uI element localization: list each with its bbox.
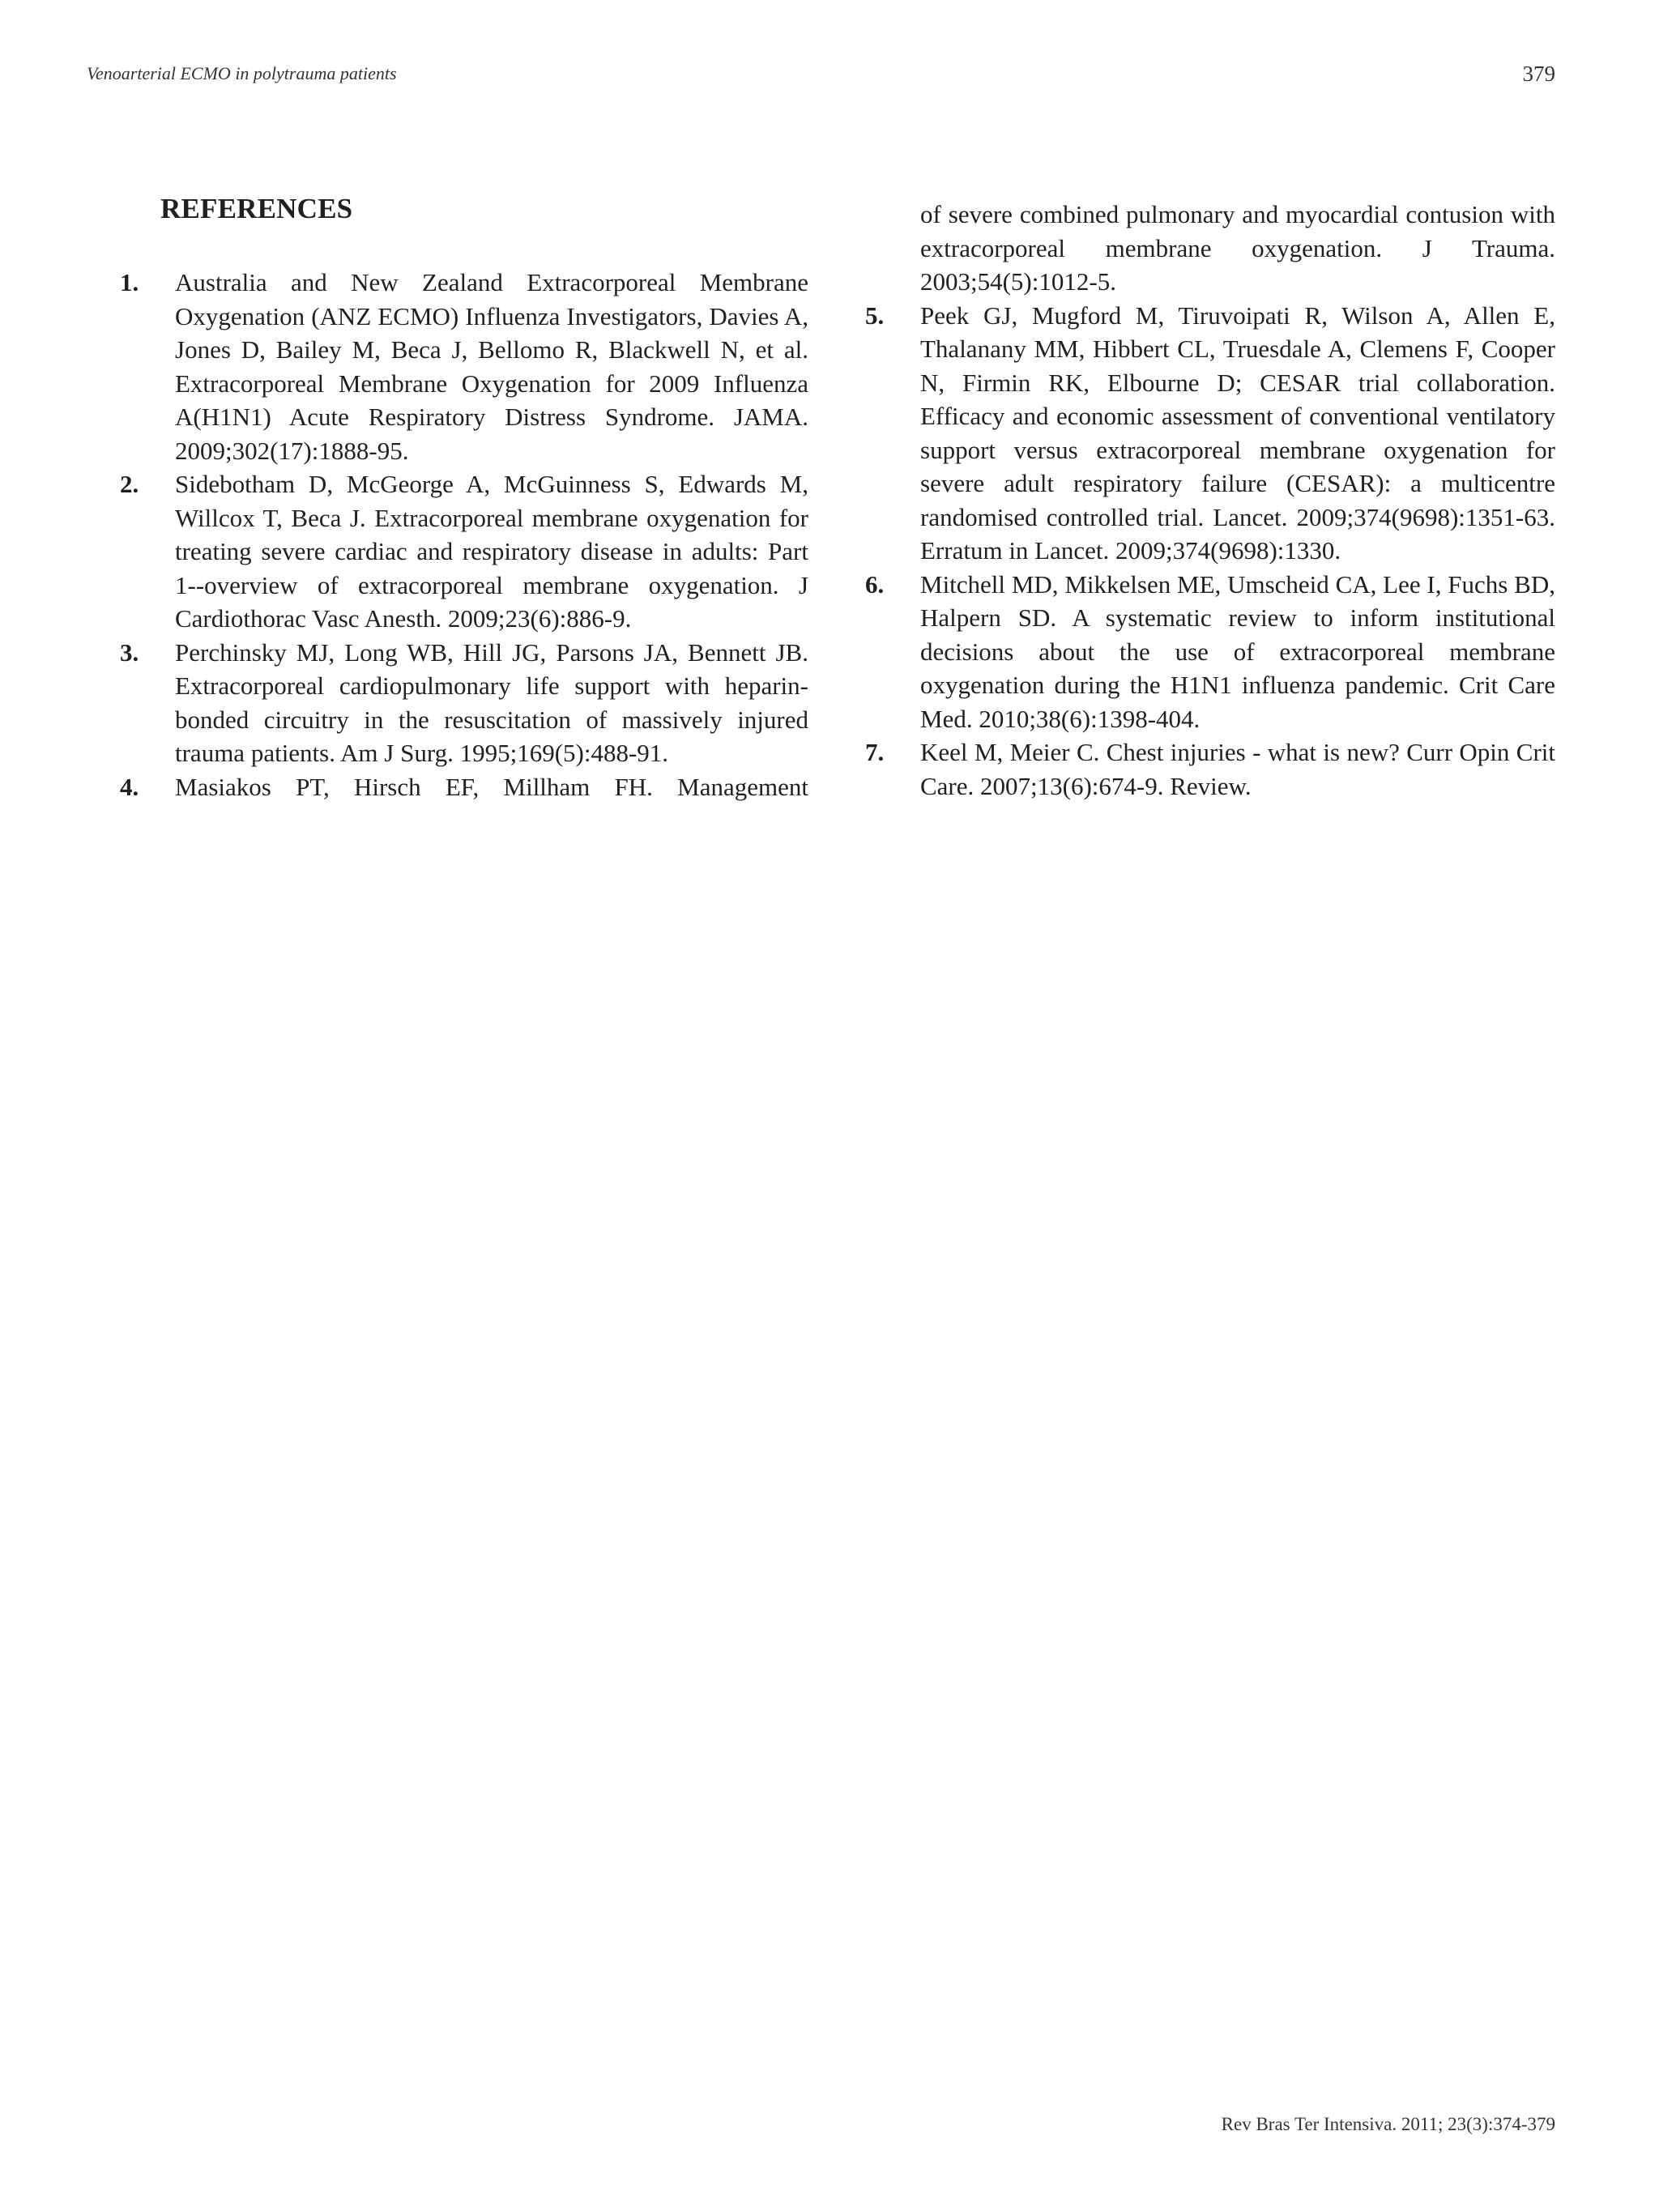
reference-number: 6.	[865, 569, 885, 599]
reference-text: of severe combined pulmonary and myocardial contusion with extracorporeal membrane oxygenation. J Trauma. 2003;54(5):1012-5.	[920, 200, 1555, 296]
reference-text: Australia and New Zealand Extracorporeal Membrane Oxygenation (ANZ ECMO) Influenza Investigators, Davies A, Jones D, Bailey M, Beca J, Bellomo R, Blackwell N, et al. Extracorporeal Membrane Oxygenation for 2009 Influenza A(H1N1) Acute Respiratory Distress Syndrome. JAMA. 2009;302(17):1888-95.	[175, 268, 808, 465]
reference-text: Masiakos PT, Hirsch EF, Millham FH. Management	[175, 772, 808, 801]
reference-text: Sidebotham D, McGeorge A, McGuinness S, Edwards M, Willcox T, Beca J. Extracorporeal membrane oxygenation for treating severe cardiac and respiratory disease in adults: Part 1--overview of extracorporeal membrane oxygenation. J Cardiothorac Vasc Anesth. 2009;23(6):886-9.	[175, 470, 808, 633]
reference-item-6	[865, 568, 1555, 736]
reference-item-5	[865, 299, 1555, 568]
reference-text: Keel M, Meier C. Chest injuries - what is new? Curr Opin Crit Care. 2007;13(6):674-9. Review.	[920, 738, 1555, 800]
reference-number: 4.	[120, 772, 139, 801]
footer-citation: Rev Bras Ter Intensiva. 2011; 23(3):374-379	[1221, 2114, 1555, 2134]
reference-item-3	[120, 636, 808, 770]
reference-number: 5.	[865, 300, 885, 330]
reference-item-1	[120, 266, 808, 467]
reference-item-4	[120, 770, 808, 804]
reference-item-7	[865, 735, 1555, 803]
page-number: 379	[1522, 62, 1555, 86]
reference-number: 7.	[865, 738, 885, 766]
reference-list-right	[865, 198, 1555, 803]
reference-text: Mitchell MD, Mikkelsen ME, Umscheid CA, Lee I, Fuchs BD, Halpern SD. A systematic review to inform institutional decisions about the use of extracorporeal membrane oxygenation during the H1N1 influenza pandemic. Crit Care Med. 2010;38(6):1398-404.	[920, 569, 1555, 733]
running-title: Venoarterial ECMO in polytrauma patients	[87, 63, 397, 83]
reference-text: Perchinsky MJ, Long WB, Hill JG, Parsons JA, Bennett JB. Extracorporeal cardiopulmonary life support with heparin-bonded circuitry in the resuscitation of massively injured trauma patients. Am J Surg. 1995;169(5):488-91.	[175, 637, 808, 767]
reference-item-2	[120, 467, 808, 636]
references-heading: REFERENCES	[160, 193, 353, 224]
reference-text: Peek GJ, Mugford M, Tiruvoipati R, Wilson A, Allen E, Thalanany MM, Hibbert CL, Truesdale A, Clemens F, Cooper N, Firmin RK, Elbourne D; CESAR trial collaboration. Efficacy and economic assessment of conventional ventilatory support versus extracorporeal membrane oxygenation for severe adult respiratory failure (CESAR): a multicentre randomised controlled trial. Lancet. 2009;374(9698):1351-63. Erratum in Lancet. 2009;374(9698):1330.	[920, 300, 1555, 565]
reference-number: 3.	[120, 637, 139, 667]
reference-list-left	[120, 266, 808, 803]
reference-number: 1.	[120, 268, 139, 296]
references-left-column	[120, 266, 808, 803]
references-right-column	[865, 198, 1555, 803]
reference-item-4-continued	[865, 198, 1555, 299]
reference-number: 2.	[120, 470, 139, 498]
